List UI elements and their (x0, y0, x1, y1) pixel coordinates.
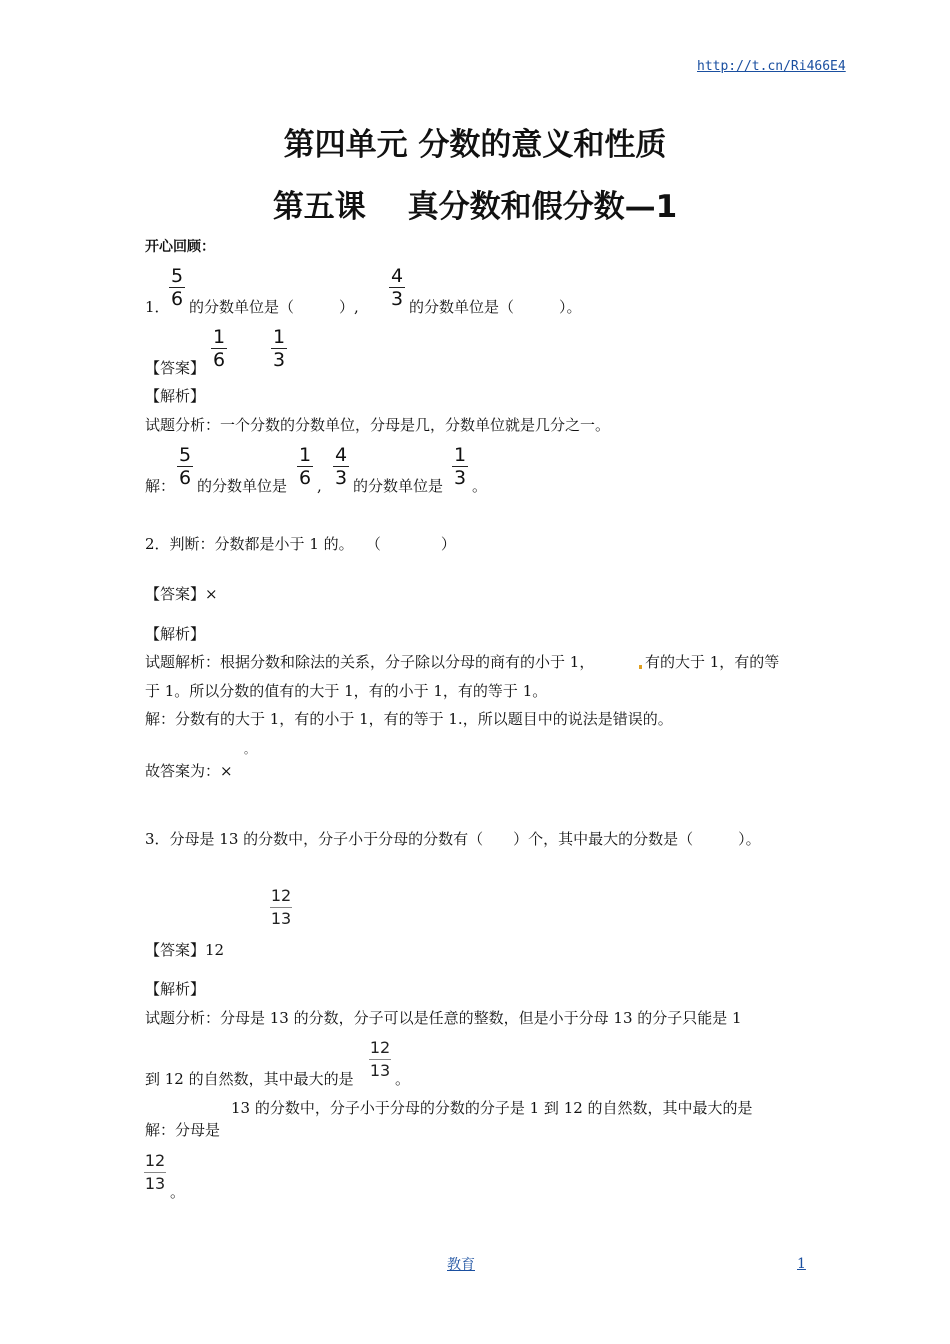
numerator: 1 (453, 444, 467, 466)
numerator: 5 (170, 265, 184, 287)
q1-answer-fraction-1-6 (211, 326, 227, 371)
q1-text-mid: 的分数单位是（ ）, (189, 298, 359, 316)
footer-center-link[interactable]: 教育 (447, 1257, 475, 1273)
q3-analysis-label: 【解析】 (145, 980, 206, 998)
denominator: 6 (298, 467, 312, 489)
denominator: 6 (170, 288, 184, 310)
q2-analysis-line-2: 于 1。所以分数的值有的大于 1，有的小于 1，有的等于 1。 (145, 682, 548, 700)
lesson-title: 第五课 真分数和假分数—1 (272, 189, 678, 225)
q1-solution-text-1: 的分数单位是 (197, 477, 288, 495)
q1-solution-end: 。 (472, 477, 488, 495)
q1-solution-label: 解： (145, 477, 176, 495)
q1-number: 1． (145, 298, 170, 316)
q2-analysis-label: 【解析】 (145, 625, 206, 643)
numerator: 4 (334, 444, 348, 466)
q1-solution-comma: , (317, 477, 322, 495)
q2-solution: 解：分数有的大于 1，有的小于 1，有的等于 1.，所以题目中的说法是错误的。 (145, 710, 673, 728)
numerator: 12 (270, 886, 292, 905)
q3-analysis-fraction-12-13 (369, 1037, 391, 1082)
q1-analysis-text: 试题分析：一个分数的分数单位，分母是几，分数单位就是几分之一。 (145, 416, 611, 434)
q2-question: 2．判断：分数都是小于 1 的。 （ ） (145, 535, 456, 553)
q1-solution-fraction-1-3 (452, 444, 468, 489)
numerator: 12 (144, 1151, 166, 1170)
q3-solution-end: 。 (170, 1183, 186, 1201)
denominator: 3 (334, 467, 348, 489)
q1-text-end: 的分数单位是（ ）。 (409, 298, 582, 316)
q1-solution-fraction-1-6 (297, 444, 313, 489)
footer-page-number[interactable]: 1 (797, 1256, 806, 1272)
denominator: 6 (178, 467, 192, 489)
denominator: 13 (369, 1061, 391, 1080)
q2-small-mark: 。 (244, 743, 255, 756)
q3-analysis-line-2: 到 12 的自然数，其中最大的是 (145, 1070, 354, 1088)
q2-analysis-line-1b: 有的大于 1，有的等 (645, 653, 780, 671)
q1-fraction-4-3 (389, 265, 405, 310)
denominator: 6 (212, 349, 226, 371)
q1-fraction-5-6 (169, 265, 185, 310)
q2-analysis-line-1a: 试题解析：根据分数和除法的关系，分子除以分母的商有的小于 1， (145, 653, 595, 671)
q3-answer: 【答案】12 (145, 941, 225, 959)
numerator: 1 (212, 326, 226, 348)
q1-analysis-label: 【解析】 (145, 387, 206, 405)
denominator: 3 (272, 349, 286, 371)
q1-solution-fraction-5-6 (177, 444, 193, 489)
q3-solution-fraction-12-13 (144, 1150, 166, 1195)
numerator: 12 (369, 1038, 391, 1057)
numerator: 1 (272, 326, 286, 348)
q3-question: 3．分母是 13 的分数中，分子小于分母的分数有（ ）个，其中最大的分数是（ ）。 (145, 830, 761, 848)
numerator: 5 (178, 444, 192, 466)
q3-solution-label: 解：分母是 (145, 1121, 221, 1139)
numerator: 1 (298, 444, 312, 466)
denominator: 3 (390, 288, 404, 310)
q3-answer-fraction-12-13 (270, 885, 292, 930)
denominator: 3 (453, 467, 467, 489)
highlight-mark (639, 665, 642, 669)
denominator: 13 (144, 1174, 166, 1193)
header-url-link[interactable]: http://t.cn/Ri466E4 (697, 59, 846, 74)
q1-solution-text-2: 的分数单位是 (353, 477, 444, 495)
q1-answer-label: 【答案】 (145, 359, 206, 377)
q2-final-answer: 故答案为：× (145, 762, 233, 780)
q3-solution-line-1: 13 的分数中，分子小于分母的分数的分子是 1 到 12 的自然数，其中最大的是 (231, 1099, 753, 1117)
unit-title: 第四单元 分数的意义和性质 (283, 127, 667, 163)
q3-analysis-line-1: 试题分析：分母是 13 的分数，分子可以是任意的整数，但是小于分母 13 的分子只能是 1 (145, 1009, 742, 1027)
q2-answer: 【答案】× (145, 585, 218, 603)
q1-answer-fraction-1-3 (271, 326, 287, 371)
q3-analysis-end: 。 (395, 1070, 411, 1088)
numerator: 4 (390, 265, 404, 287)
q1-solution-fraction-4-3 (333, 444, 349, 489)
denominator: 13 (270, 909, 292, 928)
section-heading: 开心回顾： (145, 239, 215, 255)
